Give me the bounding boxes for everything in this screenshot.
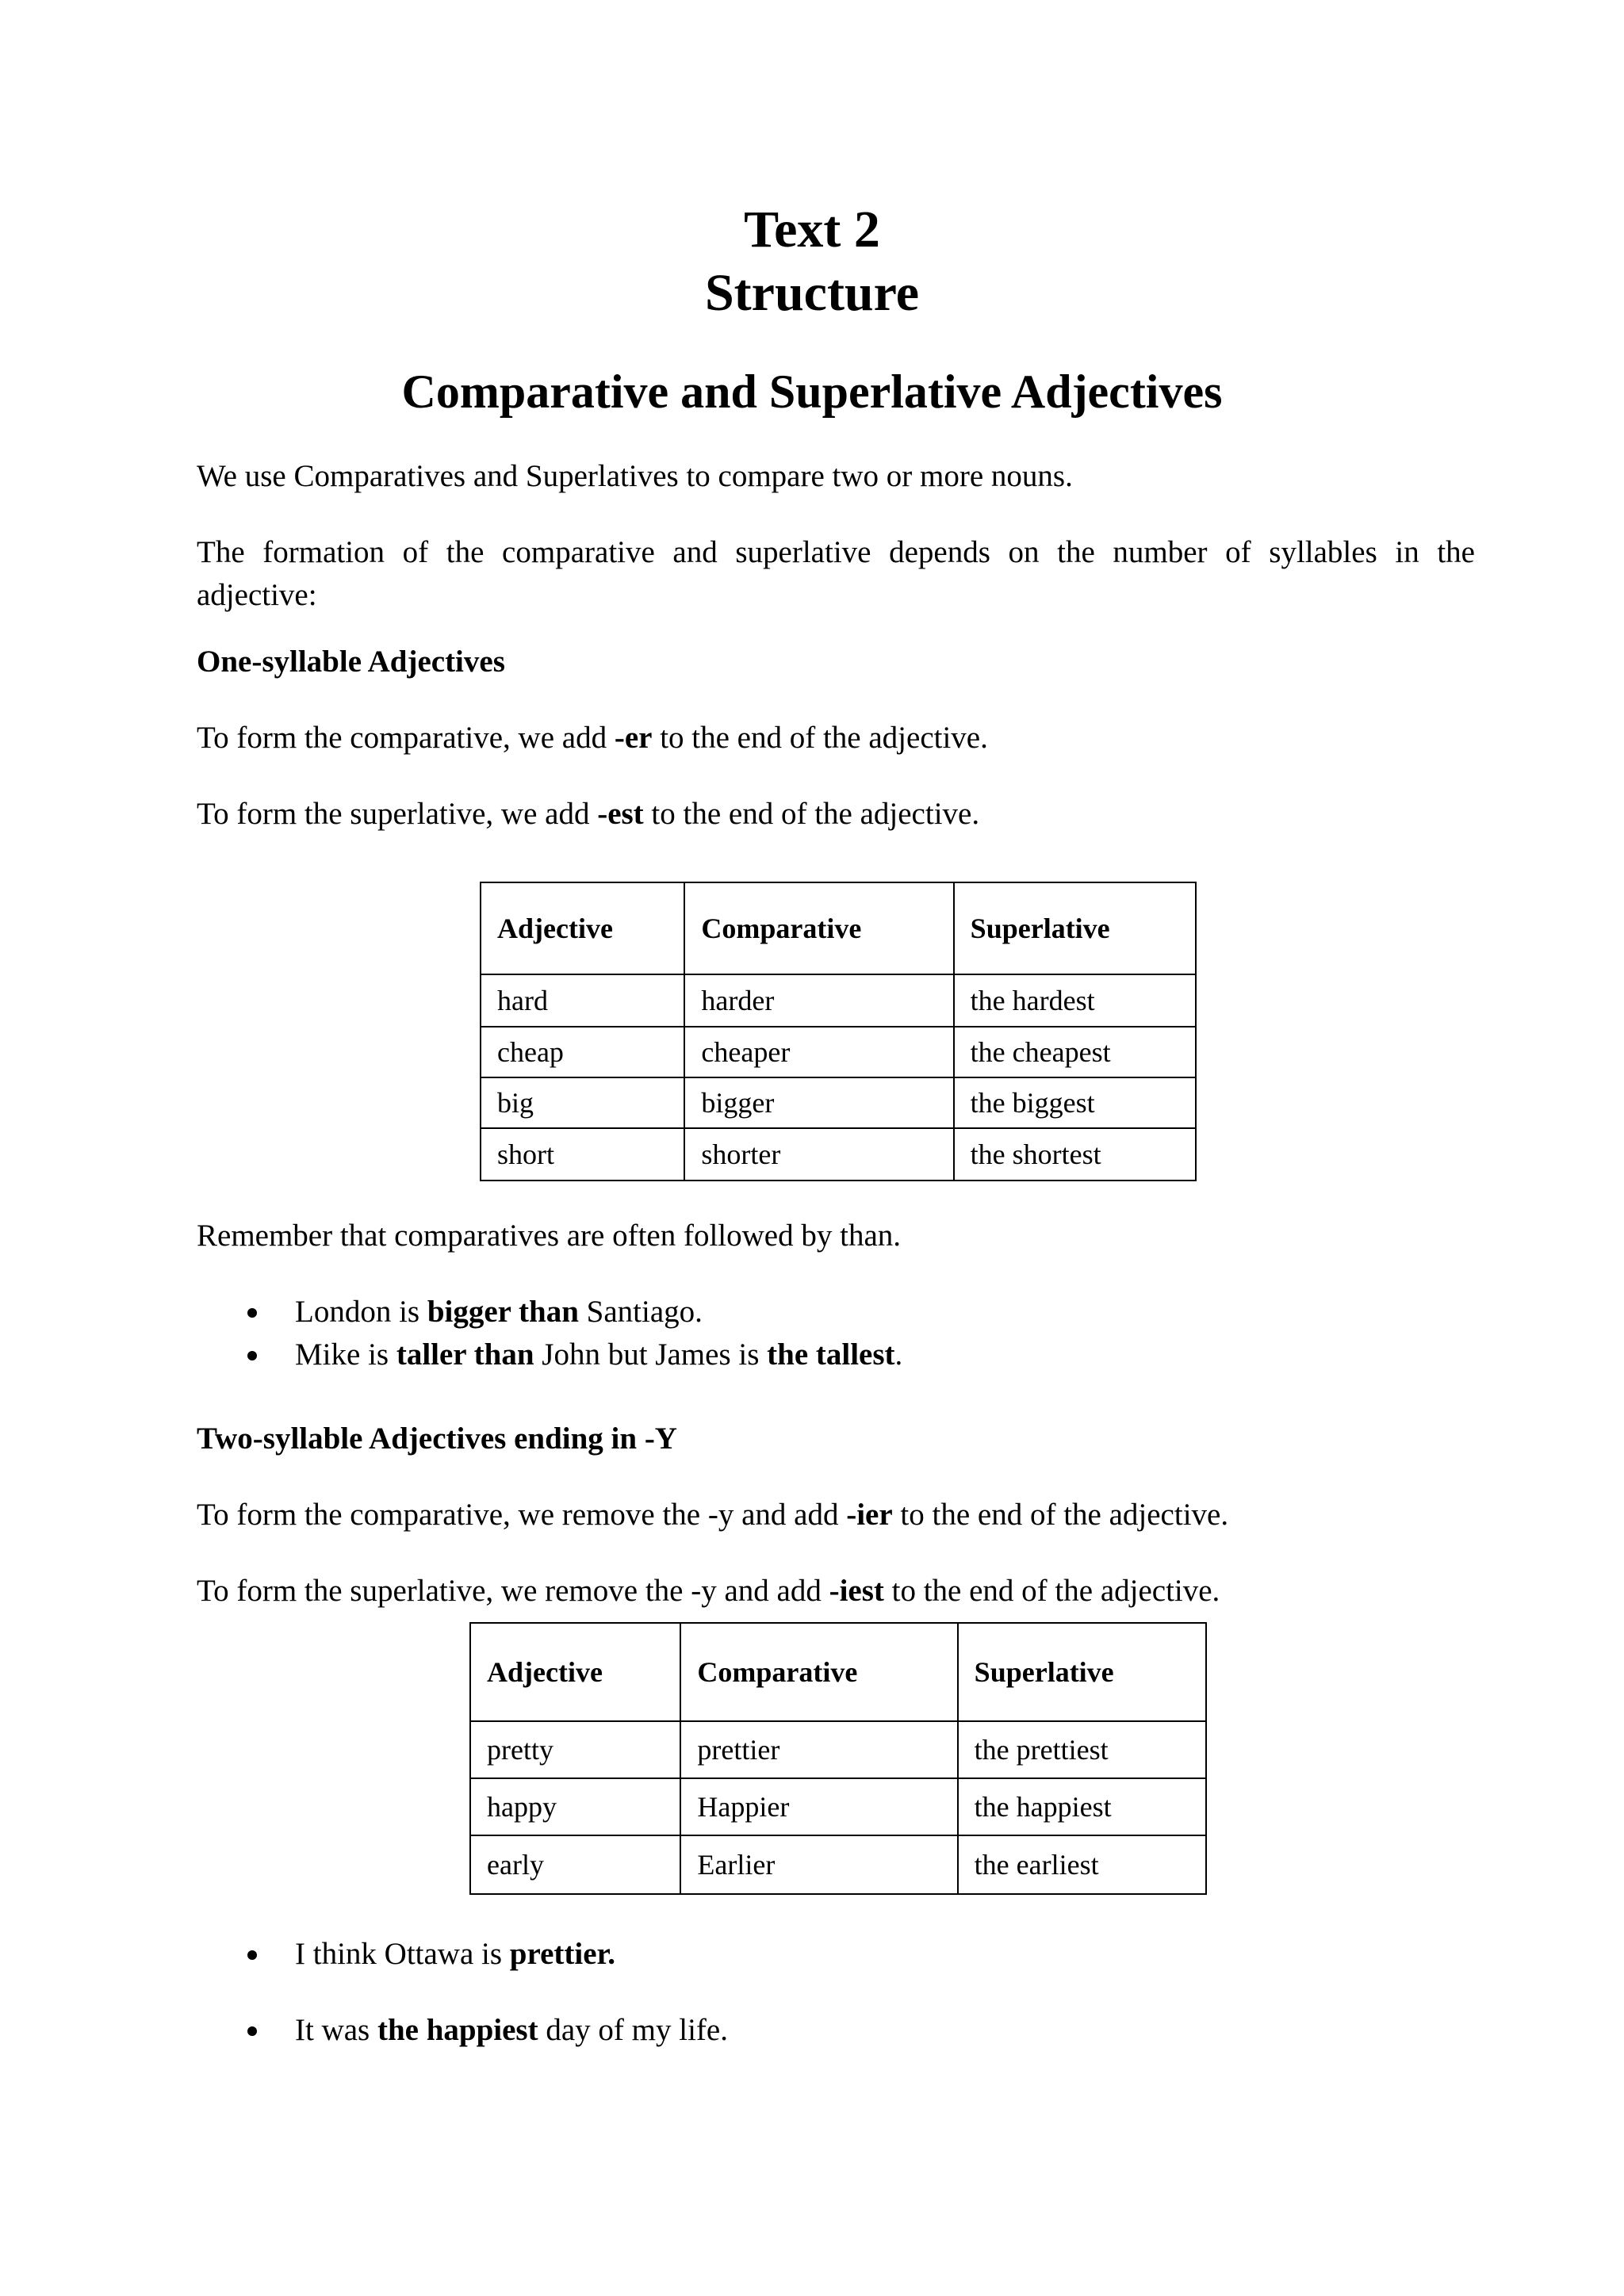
table-cell: big (481, 1077, 684, 1128)
table-header-cell: Comparative (684, 882, 953, 974)
example-text: London is (295, 1295, 427, 1329)
list-item (197, 1334, 1465, 1376)
title-line-1: Text 2 (744, 201, 880, 258)
table-row (481, 974, 1196, 1027)
list-item (197, 1933, 1465, 1976)
table-cell: the prettiest (958, 1721, 1206, 1778)
bullet-icon (247, 1351, 257, 1360)
table-cell: shorter (684, 1128, 953, 1181)
rule-text: to the end of the adjective. (643, 797, 980, 831)
table-cell: the earliest (958, 1835, 1206, 1894)
rule-text: to the end of the adjective. (883, 1574, 1220, 1608)
rule-suffix: -iest (829, 1574, 884, 1608)
table-cell: short (481, 1128, 684, 1181)
examples-list-2 (197, 1933, 1465, 1976)
example-text: John but James is (534, 1337, 768, 1372)
section-heading-two-syllable-y: Two-syllable Adjectives ending in -Y (197, 1422, 677, 1456)
comparative-rule-one-syllable (197, 717, 1475, 760)
table-cell: prettier (680, 1721, 957, 1778)
table-cell: harder (684, 974, 953, 1027)
table-header-row (481, 882, 1196, 974)
table-cell: happy (470, 1778, 680, 1835)
table-cell: cheaper (684, 1027, 953, 1077)
table-header-cell: Superlative (958, 1623, 1206, 1721)
comparative-rule-two-syllable (197, 1494, 1475, 1536)
section-heading-one-syllable: One-syllable Adjectives (197, 645, 505, 679)
table-cell: the hardest (954, 974, 1196, 1027)
table-row (470, 1778, 1206, 1835)
table-cell: hard (481, 974, 684, 1027)
rule-suffix: -er (614, 721, 653, 755)
rule-text: To form the comparative, we remove the -y and add (197, 1498, 847, 1532)
bullet-icon (247, 2026, 257, 2036)
list-item (197, 2009, 1465, 2052)
example-text: I think Ottawa is (295, 1937, 510, 1971)
example-text: Mike is (295, 1337, 396, 1372)
table-cell: the cheapest (954, 1027, 1196, 1077)
intro-paragraph-2-line-1: The formation of the comparative and superlative depends on the number of syllables in the (197, 535, 1475, 569)
list-item (197, 1291, 1465, 1334)
table-cell: Earlier (680, 1835, 957, 1894)
rule-text: To form the comparative, we add (197, 721, 615, 755)
example-bold: bigger than (427, 1295, 579, 1329)
bullet-icon (247, 1308, 257, 1318)
page-subtitle: Comparative and Superlative Adjectives (401, 365, 1223, 418)
example-text: . (894, 1337, 903, 1372)
table-cell: the shortest (954, 1128, 1196, 1181)
table-row (481, 1077, 1196, 1128)
table-row (470, 1835, 1206, 1894)
table-cell: cheap (481, 1027, 684, 1077)
superlative-rule-two-syllable (197, 1570, 1475, 1613)
table-header-cell: Adjective (481, 882, 684, 974)
table-cell: bigger (684, 1077, 953, 1128)
rule-text: To form the superlative, we add (197, 797, 598, 831)
example-bold: taller than (396, 1337, 534, 1372)
example-text: It was (295, 2013, 377, 2047)
table-header-cell: Superlative (954, 882, 1196, 974)
table-cell: Happier (680, 1778, 957, 1835)
example-bold: prettier. (509, 1937, 616, 1971)
rule-text: To form the superlative, we remove the -y and add (197, 1574, 829, 1608)
intro-paragraph-2-line-2: adjective: (197, 578, 317, 612)
example-bold: the tallest (767, 1337, 895, 1372)
table-row (481, 1027, 1196, 1077)
rule-text: to the end of the adjective. (892, 1498, 1229, 1532)
example-bold: the happiest (377, 2013, 538, 2047)
remember-note: Remember that comparatives are often followed by than. (197, 1219, 902, 1253)
example-text: Santiago. (578, 1295, 703, 1329)
examples-list-3 (197, 2009, 1465, 2052)
rule-suffix: -est (597, 797, 644, 831)
superlative-rule-one-syllable (197, 793, 1475, 836)
intro-paragraph-2 (197, 531, 1475, 617)
rule-suffix: -ier (846, 1498, 893, 1532)
table-cell: the happiest (958, 1778, 1206, 1835)
page-title (0, 198, 1624, 325)
table-row (470, 1721, 1206, 1778)
one-syllable-table (480, 882, 1197, 1181)
table-header-row (470, 1623, 1206, 1721)
rule-text: to the end of the adjective. (652, 721, 988, 755)
examples-list-1 (197, 1291, 1465, 1376)
table-header-cell: Comparative (680, 1623, 957, 1721)
table-row (481, 1128, 1196, 1181)
bullet-icon (247, 1950, 257, 1960)
table-cell: pretty (470, 1721, 680, 1778)
example-text: day of my life. (538, 2013, 728, 2047)
table-header-cell: Adjective (470, 1623, 680, 1721)
two-syllable-y-table (469, 1622, 1207, 1895)
intro-paragraph-1: We use Comparatives and Superlatives to compare two or more nouns. (197, 459, 1073, 493)
title-line-2: Structure (704, 264, 920, 322)
table-cell: early (470, 1835, 680, 1894)
table-cell: the biggest (954, 1077, 1196, 1128)
